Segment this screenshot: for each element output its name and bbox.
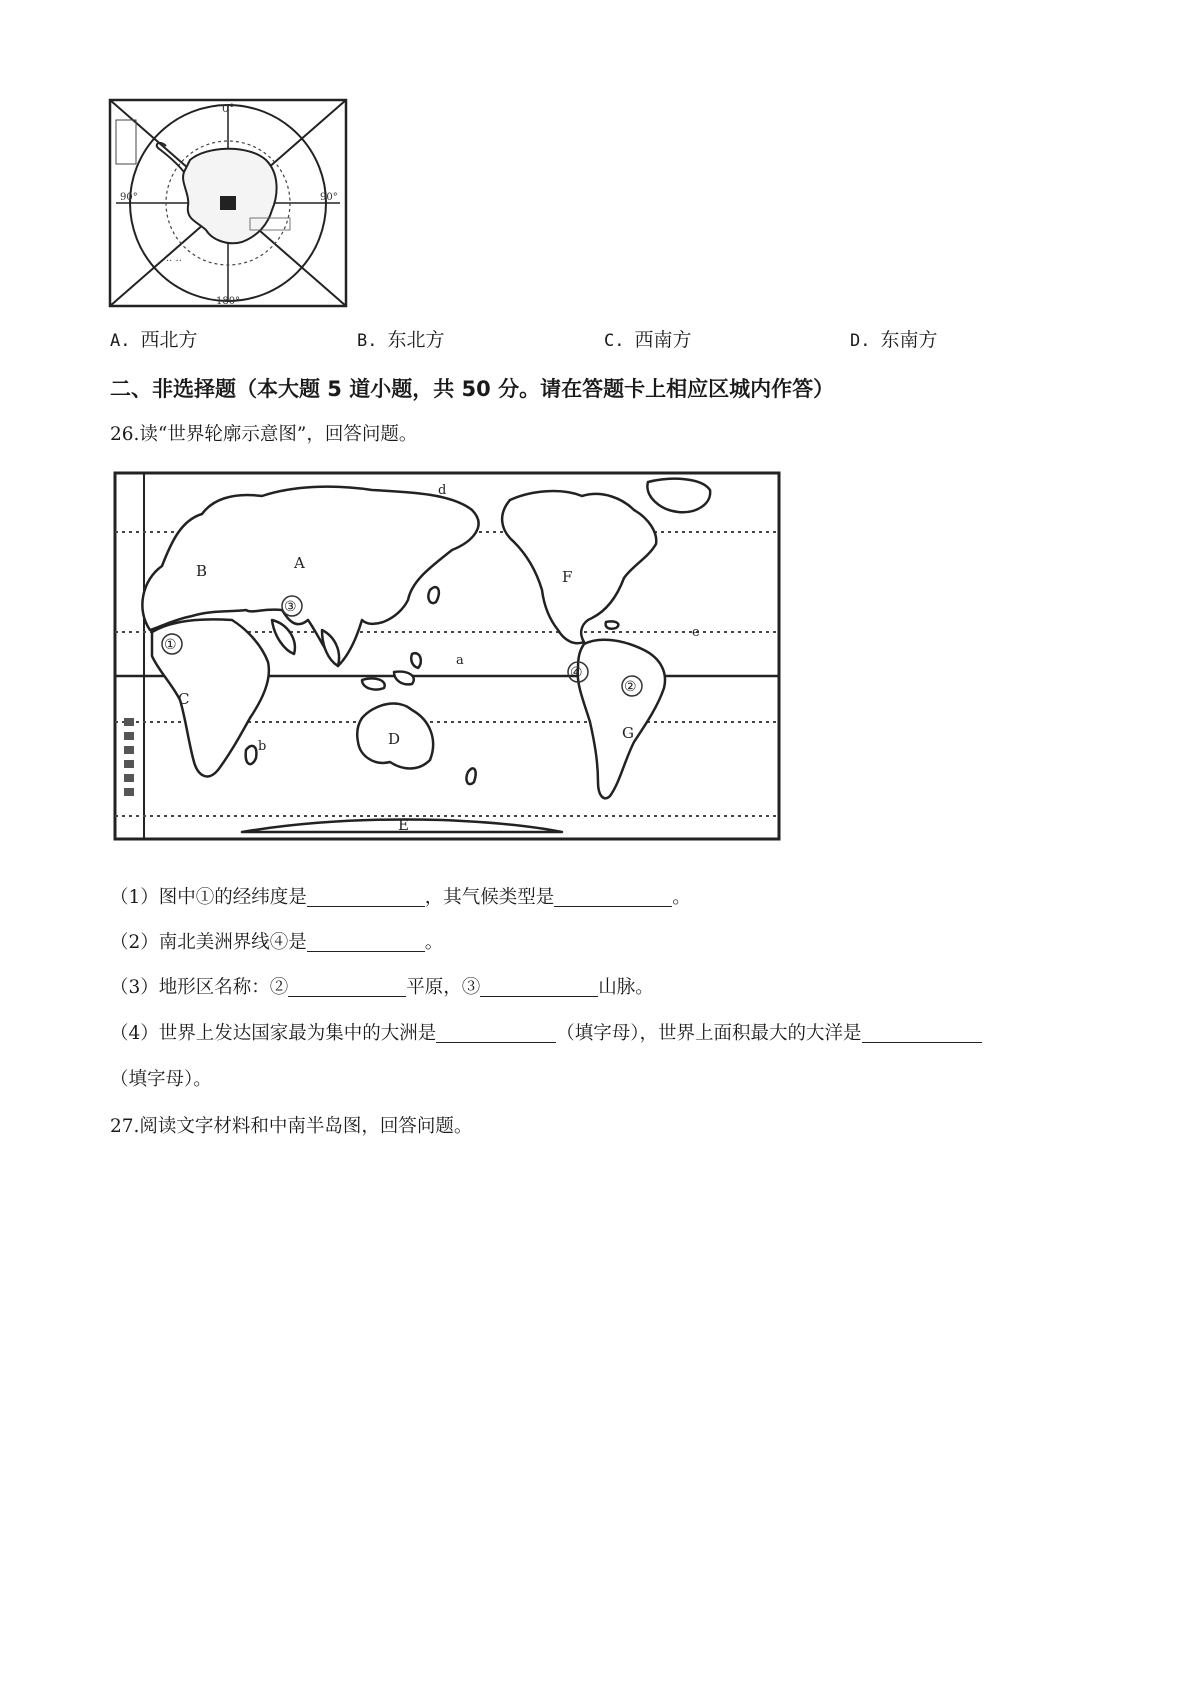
map-label-D: D xyxy=(388,730,401,748)
polar-label-top: 0° xyxy=(222,102,235,115)
option-c xyxy=(604,325,692,352)
map-label-circle-4: ④ xyxy=(570,665,583,681)
q26-sub2-pre: （2）南北美洲界线④是 xyxy=(110,932,307,953)
option-b xyxy=(357,325,445,352)
q26-sub1-mid: ，其气候类型是 xyxy=(424,887,555,908)
option-a-text: 西北方 xyxy=(140,329,198,351)
map-label-B: B xyxy=(196,562,208,580)
q26-sub3-pre: （3）地形区名称：② xyxy=(110,977,289,998)
q26-sub4-blank-1[interactable] xyxy=(436,1022,556,1043)
polar-label-left: 90° xyxy=(120,192,138,203)
q26-title: 26.读“世界轮廓示意图”，回答问题。 xyxy=(110,424,418,445)
q26-sub1-blank-1[interactable] xyxy=(307,886,425,907)
map-label-circle-1: ① xyxy=(164,637,177,653)
polar-label-right: 90° xyxy=(320,192,338,203)
map-label-b: b xyxy=(258,739,267,754)
map-label-A: A xyxy=(294,554,305,572)
q26-sub3-end: 山脉。 xyxy=(598,977,654,998)
q26-sub2-end: 。 xyxy=(424,932,444,953)
q26-sub3-mid: 平原，③ xyxy=(406,977,481,998)
q26-sub1-pre: （1）图中①的经纬度是 xyxy=(110,887,307,908)
polar-label-bottom: 180° xyxy=(216,296,241,307)
q26-sub4-pre: （4）世界上发达国家最为集中的大洲是 xyxy=(110,1023,437,1044)
q26-sub3-blank-1[interactable] xyxy=(288,976,406,997)
q26-sub1-blank-2[interactable] xyxy=(554,886,672,907)
option-a-letter: A. xyxy=(110,331,131,351)
q26-sub2 xyxy=(110,928,443,954)
option-b-letter: B. xyxy=(357,331,378,351)
option-a xyxy=(110,325,198,352)
map-label-circle-3: ③ xyxy=(284,599,297,615)
option-c-text: 西南方 xyxy=(634,329,692,351)
map-label-d: d xyxy=(438,483,447,498)
world-outline-map xyxy=(112,470,782,842)
q26-sub4-mid: （填字母），世界上面积最大的大洋是 xyxy=(556,1023,862,1044)
q27-title: 27.阅读文字材料和中南半岛图，回答问题。 xyxy=(110,1116,473,1137)
option-c-letter: C. xyxy=(604,331,625,351)
option-d-text: 东南方 xyxy=(880,329,938,351)
q26-sub3 xyxy=(110,973,654,999)
q26-sub1-end: 。 xyxy=(672,887,691,908)
section-2-heading: 二、非选择题（本大题 5 道小题，共 50 分。请在答题卡上相应区城内作答） xyxy=(110,377,835,401)
option-d-letter: D. xyxy=(850,331,871,351)
q26-sub4-blank-2[interactable] xyxy=(862,1022,982,1043)
q26-sub4 xyxy=(110,1019,982,1045)
q26-sub1 xyxy=(110,883,691,909)
map-label-e: e xyxy=(692,625,700,640)
q26-sub2-blank[interactable] xyxy=(307,931,425,952)
polar-map-figure xyxy=(108,98,348,308)
map-label-G: G xyxy=(622,724,634,742)
q26-sub3-blank-2[interactable] xyxy=(480,976,598,997)
option-b-text: 东北方 xyxy=(387,329,445,351)
svg-text:·· ··: ·· ·· xyxy=(166,256,182,267)
option-d xyxy=(850,325,938,352)
map-label-circle-2: ② xyxy=(624,679,637,695)
q26-sub4-line2: （填字母）。 xyxy=(110,1069,212,1090)
map-label-E: E xyxy=(398,816,409,834)
map-label-F: F xyxy=(562,568,573,586)
map-label-a: a xyxy=(456,653,464,668)
map-label-C: C xyxy=(178,690,190,708)
